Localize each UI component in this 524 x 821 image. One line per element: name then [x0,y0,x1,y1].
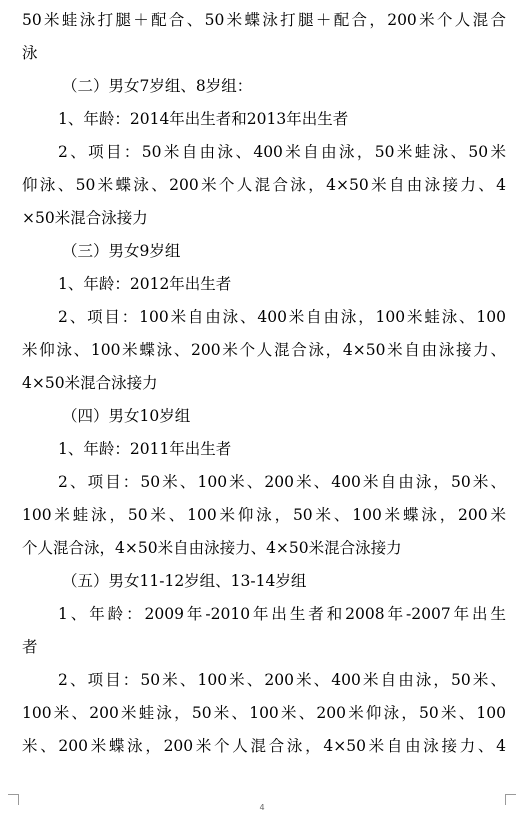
text-line-22: 100米、200米蛙泳，50米、100米、200米仰泳，50米、100 [22,704,506,722]
text-line-age-2: 1、年龄：2014年出生者和2013年出生者 [58,110,349,128]
text-line-11: 米仰泳、100米蝶泳、200米个人混合泳，4×50米自由泳接力、 [22,341,506,359]
text-line-events-3: 2、项目：100米自由泳、400米自由泳，100米蛙泳、100 [58,308,506,326]
text-line-6: 仰泳、50米蝶泳、200米个人混合泳，4×50米自由泳接力、4 [22,176,506,194]
text-line-age-3: 1、年龄：2012年出生者 [58,275,232,293]
text-line-age-5: 1、年龄：2009年-2010年出生者和2008年-2007年出生 [58,605,506,623]
text-line-1: 50米蛙泳打腿＋配合、50米蝶泳打腿＋配合，200米个人混合 [22,11,506,29]
text-line-16: 100米蛙泳，50米、100米仰泳，50米、100米蝶泳，200米 [22,506,506,524]
section-heading-5: （五）男女11-12岁组、13-14岁组 [62,572,307,590]
text-line-events-4: 2、项目：50米、100米、200米、400米自由泳，50米、 [58,473,506,491]
section-heading-4: （四）男女10岁组 [62,407,191,425]
text-line-events-2: 2、项目：50米自由泳、400米自由泳，50米蛙泳、50米 [58,143,506,161]
section-heading-2: （二）男女7岁组、8岁组： [62,77,253,95]
text-line-12: 4×50米混合泳接力 [22,374,158,392]
text-line-7: ×50米混合泳接力 [22,209,148,227]
text-line-2: 泳 [22,44,38,62]
text-line-20: 者 [22,638,38,656]
text-line-23: 米、200米蝶泳，200米个人混合泳，4×50米自由泳接力、4 [22,737,506,755]
text-line-age-4: 1、年龄：2011年出生者 [58,440,232,458]
text-line-events-5: 2、项目：50米、100米、200米、400米自由泳，50米、 [58,671,506,689]
section-heading-3: （三）男女9岁组 [62,242,181,260]
text-line-17: 个人混合泳，4×50米自由泳接力、4×50米混合泳接力 [22,539,402,557]
page-number: 4 [259,803,265,812]
